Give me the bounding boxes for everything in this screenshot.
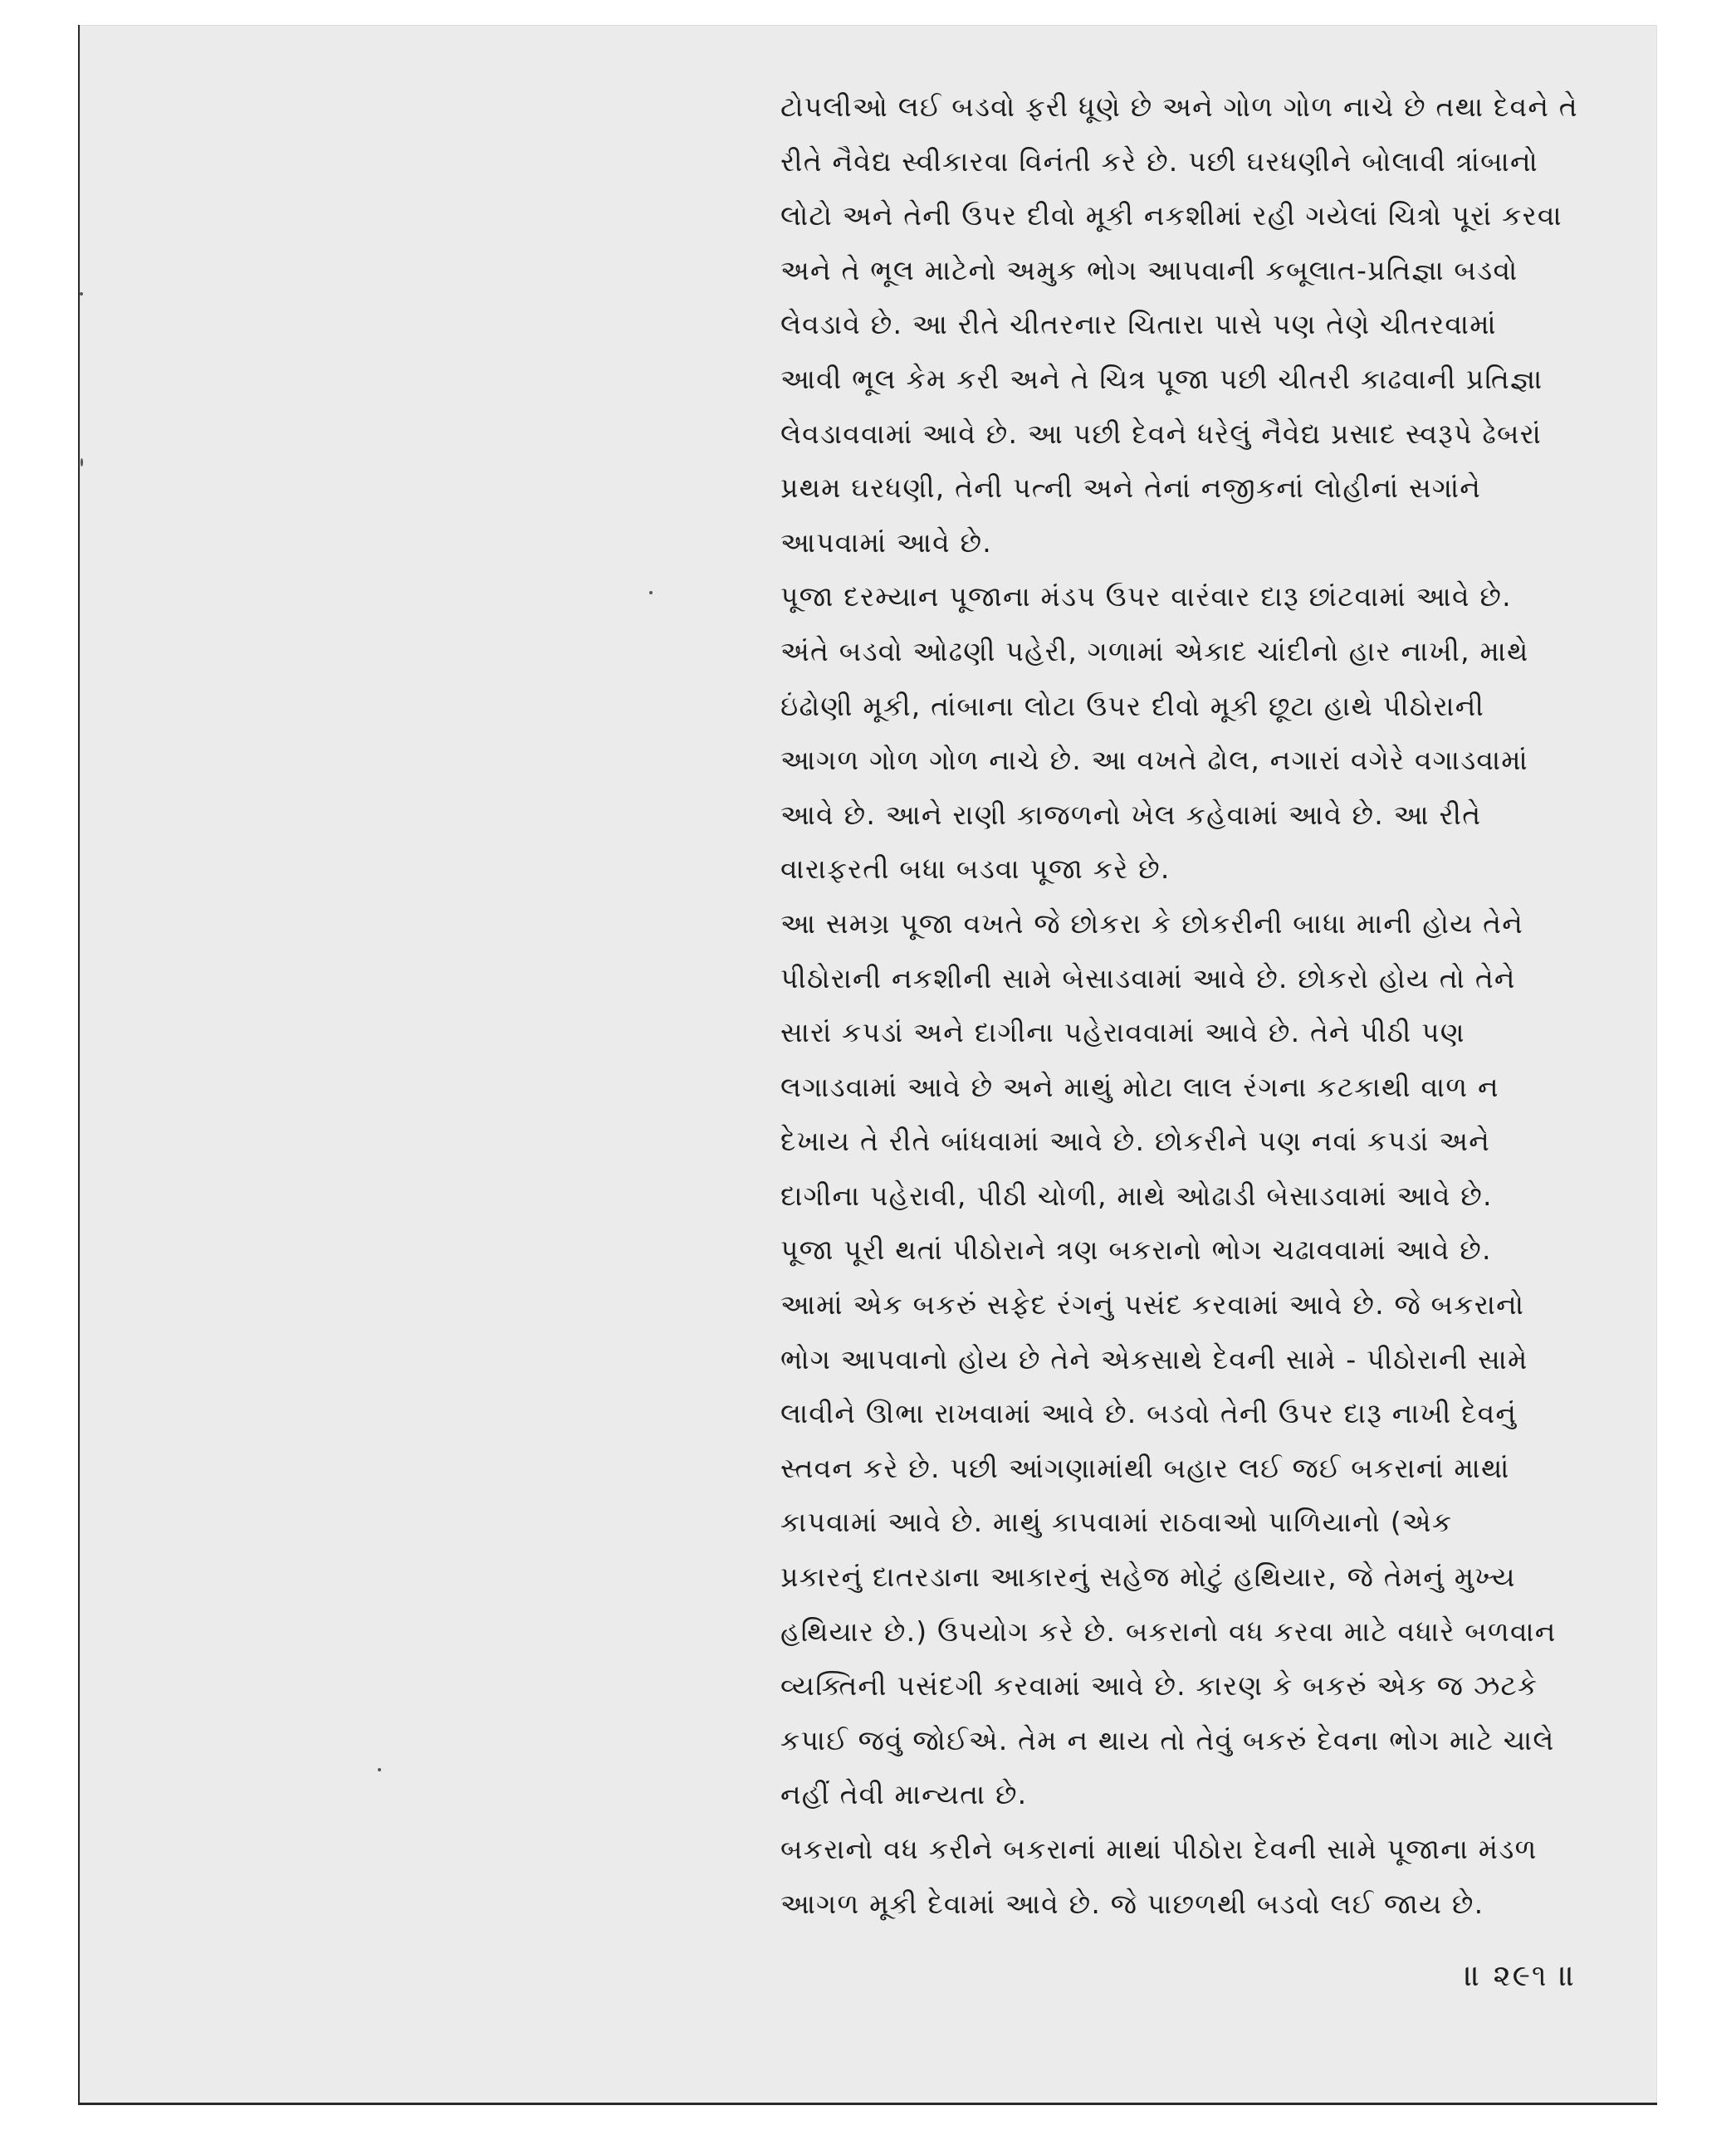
text-line: લેવડાવે છે. આ રીતે ચીતરનાર ચિતારા પાસે પણ તેણે ચીતરવામાં (780, 308, 1497, 341)
text-line: આગળ મૂકી દેવામાં આવે છે. જે પાછળથી બડવો લઈ જાય છે. (780, 1887, 1484, 1920)
text-line: આમાં એક બકરું સફેદ રંગનું પસંદ કરવામાં આવે છે. જે બકરાનો (780, 1288, 1525, 1321)
text-line: ટોપલીઓ લઈ બડવો ફરી ધૂણે છે અને ગોળ ગોળ નાચે છે તથા દેવને તે (780, 90, 1578, 123)
text-line: રીતે નૈવેદ્ય સ્વીકારવા વિનંતી કરે છે. પછી ઘરધણીને બોલાવી ત્રાંબાનો (780, 144, 1538, 178)
page-left-edge (78, 25, 80, 2104)
text-line: બકરાનો વધ કરીને બકરાનાં માથાં પીઠોરા દેવની સામે પૂજાના મંડળ (780, 1833, 1538, 1865)
text-line: આવી ભૂલ કેમ કરી અને તે ચિત્ર પૂજા પછી ચીતરી કાઢવાની પ્રતિજ્ઞા (780, 362, 1543, 395)
text-line: હથિયાર છે.) ઉપયોગ કરે છે. બકરાનો વધ કરવા માટે વધારે બળવાન (780, 1615, 1557, 1648)
text-line: લોટો અને તેની ઉપર દીવો મૂકી નકશીમાં રહી ગયેલાં ચિત્રો પૂરાં કરવા (780, 199, 1562, 232)
scan-speck (649, 591, 653, 594)
scan-speck (80, 292, 83, 296)
text-line: પ્રથમ ઘરધણી, તેની પત્ની અને તેનાં નજીકનાં લોહીનાં સગાંને (780, 471, 1482, 505)
scan-speck (378, 1768, 381, 1771)
page-number: ॥ ૨૯૧ ॥ (1465, 1959, 1577, 1993)
text-line: આવે છે. આને રાણી કાજળનો ખેલ કહેવામાં આવે છે. આ રીતે (780, 798, 1482, 831)
text-line: અને તે ભૂલ માટેનો અમુક ભોગ આપવાની કબૂલાત-પ્રતિજ્ઞા બડવો (780, 253, 1518, 286)
text-line: સારાં કપડાં અને દાગીના પહેરાવવામાં આવે છે. તેને પીઠી પણ (780, 1016, 1465, 1049)
text-line: લાવીને ઊભા રાખવામાં આવે છે. બડવો તેની ઉપર દારૂ નાખી દેવનું (780, 1397, 1518, 1430)
body-text (780, 80, 1582, 1931)
text-line: સ્તવન કરે છે. પછી આંગણામાંથી બહાર લઈ જઈ બકરાનાં માથાં (780, 1451, 1510, 1484)
text-line: વ્યક્તિની પસંદગી કરવામાં આવે છે. કારણ કે બકરું એક જ ઝટકે (780, 1669, 1538, 1703)
text-line: દાગીના પહેરાવી, પીઠી ચોળી, માથે ઓઢાડી બેસાડવામાં આવે છે. (780, 1179, 1493, 1212)
page-bottom-edge (78, 2103, 1657, 2105)
text-line: નહીં તેવી માન્યતા છે. (780, 1778, 1028, 1811)
text-line: અંતે બડવો ઓઢણી પહેરી, ગળામાં એકાદ ચાંદીનો હાર નાખી, માથે (780, 634, 1529, 667)
text-line: આ સમગ્ર પૂજા વખતે જે છોકરા કે છોકરીની બાધા માની હોય તેને (780, 906, 1524, 940)
text-line: આગળ ગોળ ગોળ નાચે છે. આ વખતે ઢોલ, નગારાં વગેરે વગાડવામાં (780, 744, 1528, 777)
text-line: પ્રકારનું દાતરડાના આકારનું સહેજ મોટું હથિયાર, જે તેમનું મુખ્ય (780, 1561, 1516, 1594)
text-line: પૂજા પૂરી થતાં પીઠોરાને ત્રણ બકરાનો ભોગ ચઢાવવામાં આવે છે. (780, 1234, 1492, 1267)
text-line: દેખાય તે રીતે બાંધવામાં આવે છે. છોકરીને પણ નવાં કપડાં અને (780, 1125, 1491, 1158)
text-line: પીઠોરાની નકશીની સામે બેસાડવામાં આવે છે. છોકરો હોય તો તેને (780, 961, 1516, 994)
text-line: વારાફરતી બધા બડવા પૂજા કરે છે. (780, 852, 1171, 886)
text-line: ભોગ આપવાનો હોય છે તેને એકસાથે દેવની સામે - પીઠોરાની સામે (780, 1342, 1528, 1375)
text-line: કાપવામાં આવે છે. માથું કાપવામાં રાઠવાઓ પાળિયાનો (એક (780, 1506, 1453, 1539)
scan-speck (81, 458, 83, 467)
text-line: લેવડાવવામાં આવે છે. આ પછી દેવને ધરેલું નૈવેદ્ય પ્રસાદ સ્વરૂપે ઢેબરાં (780, 417, 1542, 450)
text-line: લગાડવામાં આવે છે અને માથું મોટા લાલ રંગના કટકાથી વાળ ન (780, 1070, 1499, 1103)
text-line: ઇંઢોણી મૂકી, તાંબાના લોટા ઉપર દીવો મૂકી છૂટા હાથે પીઠોરાની (780, 689, 1485, 722)
text-line: આપવામાં આવે છે. (780, 525, 992, 559)
text-line: પૂજા દરમ્યાન પૂજાના મંડપ ઉપર વારંવાર દારૂ છાંટવામાં આવે છે. (780, 580, 1512, 613)
text-line: કપાઈ જવું જોઈએ. તેમ ન થાય તો તેવું બકરું દેવના ભોગ માટે ચાલે (780, 1723, 1555, 1756)
